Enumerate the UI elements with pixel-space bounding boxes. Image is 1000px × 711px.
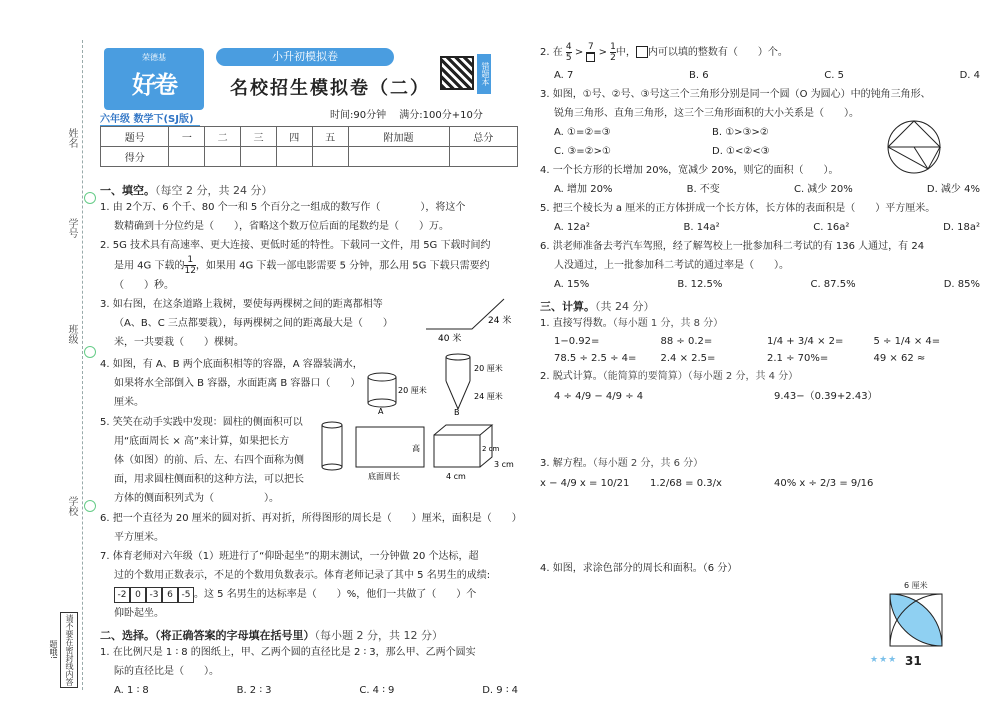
svg-text:20 厘米: 20 厘米 xyxy=(398,386,427,395)
question-text: 4. 如图，求涂色部分的周长和面积。（6 分） xyxy=(540,563,738,574)
svg-text:B: B xyxy=(454,408,460,415)
score-header-cell: 附加题 xyxy=(348,127,449,147)
question-text: 1. 在比例尺是 1 ∶ 8 的图纸上，甲、乙两个圆的直径比是 2 ∶ 3，那么甲、乙两个圆实 xyxy=(100,647,476,658)
svg-text:高: 高 xyxy=(412,444,420,453)
full-score: 满分:100分+10分 xyxy=(399,110,483,121)
question-text: 体（如图）的前、后、左、右四个面称为侧 xyxy=(114,455,304,466)
question-text: 仰卧起坐。 xyxy=(114,608,164,619)
question-text: 3. 如图，①号、②号、③号这三个三角形分别是同一个圆（O 为圆心）中的钝角三角形、 xyxy=(540,89,931,100)
section-title: 二、选择。（将正确答案的字母填在括号里）（每小题 2 分，共 12 分） xyxy=(100,629,443,642)
question-text: 6. 洪老师准备去考汽车驾照，经了解驾校上一批参加科二考试的有 136 人通过，有 24 xyxy=(540,241,925,252)
q5-block xyxy=(100,413,518,509)
wrong-book-tag: 错题本 xyxy=(477,54,491,94)
question-text: -2 0 -3 6 -5 。这 5 名男生的达标率是（ ）%，他们一共做了（ ）个 xyxy=(100,585,518,604)
question-text: 5. 笑笑在动手实践中发现：圆柱的侧面积可以 xyxy=(100,417,303,428)
q4-figure-block xyxy=(540,578,980,648)
q3-block xyxy=(100,295,518,355)
road-figure xyxy=(422,295,512,345)
score-cell: -2 xyxy=(114,587,130,603)
page-number: 31 xyxy=(905,654,922,668)
cylinder-cuboid-figure xyxy=(316,417,516,487)
options-row: A. 15% B. 12.5% C. 87.5% D. 85% xyxy=(554,279,980,290)
ribbon-label: 小升初模拟卷 xyxy=(216,48,394,66)
score-row-label: 得分 xyxy=(101,147,169,167)
options-row: A. 增加 20% B. 不变 C. 减少 20% D. 减少 4% xyxy=(554,184,980,195)
binding-hole-icon xyxy=(84,346,96,358)
svg-text:20 厘米: 20 厘米 xyxy=(474,364,503,373)
section-title: 三、计算。（共 24 分） xyxy=(540,300,655,313)
right-column xyxy=(540,40,980,648)
question-text: 5. 把三个棱长为 a 厘米的正方体拼成一个长方体，长方体的表面积是（ ）平方厘米。 xyxy=(540,203,936,214)
header-banner xyxy=(100,40,518,125)
question-text: 数精确到十分位约是（ ），省略这个数万位后面的尾数约是（ ）万。 xyxy=(114,221,449,232)
page-stars-icon: ★★★ xyxy=(870,655,898,665)
blank-box-icon xyxy=(636,46,648,58)
score-header-cell: 五 xyxy=(312,127,348,147)
score-cell: 6 xyxy=(162,587,178,603)
options-row: A. 7 B. 6 C. 5 D. 4 xyxy=(554,70,980,81)
left-column xyxy=(100,40,522,700)
options-row: A. 1 ∶ 8 B. 2 ∶ 3 C. 4 ∶ 9 D. 9 ∶ 4 xyxy=(114,685,518,696)
shaded-figure xyxy=(886,590,946,650)
question-text: 如果将水全部倒入 B 容器，水面距离 B 容器口（ ） xyxy=(114,378,361,389)
question-text: （ ）秒。 xyxy=(114,280,174,291)
svg-text:24 厘米: 24 厘米 xyxy=(474,392,503,401)
score-cell: -5 xyxy=(178,587,194,603)
question-text: 际的直径比是（ ）。 xyxy=(114,666,219,677)
exam-meta xyxy=(320,106,483,121)
question-text: 平方厘米。 xyxy=(114,532,164,543)
question-text: 1. 由 2个万、6 个千、80 个一和 5 个百分之一组成的数写作（ ），将这个 xyxy=(100,202,466,213)
question-text: 4. 一个长方形的长增加 20%，宽减少 20%，则它的面积（ ）。 xyxy=(540,165,839,176)
question-text: 厘米。 xyxy=(114,397,144,408)
options-row: A. 12a² B. 14a² C. 16a² D. 18a² xyxy=(554,222,980,233)
question-text: 面，用求圆柱侧面积的这种方法，可以把长 xyxy=(114,474,304,485)
name-label: 姓名 xyxy=(66,128,77,148)
section-title: 一、填空。（每空 2 分，共 24 分） xyxy=(100,184,273,197)
road-label: 40 米 xyxy=(438,334,462,344)
question-text: 3. 解方程。（每小题 2 分，共 6 分） xyxy=(540,458,704,469)
score-header-cell: 二 xyxy=(205,127,241,147)
score-cell[interactable] xyxy=(205,147,241,167)
containers-figure xyxy=(360,351,510,415)
binding-hole-icon xyxy=(84,500,96,512)
question-text: 2. 脱式计算。（能简算的要简算）（每小题 2 分，共 4 分） xyxy=(540,371,799,382)
question-text: 过的个数用正数表示，不足的个数用负数表示。体育老师记录了其中 5 名男生的成绩: xyxy=(114,570,491,581)
score-table xyxy=(100,126,518,167)
score-cell[interactable] xyxy=(276,147,312,167)
score-cell: 0 xyxy=(130,587,146,603)
notice-box: 请不要在密封线内答题哦! xyxy=(60,612,78,688)
question-text: 4. 如图，有 A、B 两个底面积相等的容器，A 容器装满水， xyxy=(100,359,363,370)
seal-line xyxy=(82,40,83,690)
question-text: 米，一共要栽（ ）棵树。 xyxy=(114,337,244,348)
question-text: 6. 把一个直径为 20 厘米的圆对折、再对折，所得图形的周长是（ ）厘米，面积是（ ） xyxy=(100,513,522,524)
question-text: 用“底面周长 × 高”来计算，如果把长方 xyxy=(114,436,290,447)
svg-text:2 cm: 2 cm xyxy=(482,445,500,453)
question-text: 方体的侧面积列式为（ ）。 xyxy=(114,493,279,504)
score-cell[interactable] xyxy=(241,147,277,167)
question-text: 1. 直接写得数。（每小题 1 分，共 8 分） xyxy=(540,318,724,329)
question-text: 人没通过，上一批参加科二考试的通过率是（ ）。 xyxy=(554,260,789,271)
logo xyxy=(104,48,204,110)
class-label: 班级 xyxy=(66,324,77,344)
score-header-cell: 四 xyxy=(276,127,312,147)
score-cell[interactable] xyxy=(348,147,449,167)
brand-text: 荣德基 xyxy=(142,53,166,62)
score-cell: -3 xyxy=(146,587,162,603)
equation-row: x − 4/9 x = 10/21 1.2/68 = 0.3/x 40% x ÷ 2/3 = 9/16 xyxy=(540,478,874,489)
figure-label: 6 厘米 xyxy=(904,581,928,590)
circle-triangles-figure xyxy=(884,119,944,175)
score-header-cell: 题号 xyxy=(101,127,169,147)
score-header-cell: 总分 xyxy=(449,127,517,147)
score-cell[interactable] xyxy=(449,147,517,167)
question-text: 3. 如右图，在这条道路上栽树，要使每两棵树之间的距离都相等 xyxy=(100,299,383,310)
expression-row: 4 ÷ 4/9 − 4/9 ÷ 4 9.43−（0.39+2.43） xyxy=(554,391,878,402)
svg-text:A: A xyxy=(378,407,384,415)
time-limit: 时间:90分钟 xyxy=(330,110,387,121)
question-text: 2. 在 $\frac{4}{5}$ > 7 > $\frac{1}{2}$ 中， 内可以填的整数有（ ）个。 xyxy=(540,41,788,63)
score-cell[interactable] xyxy=(312,147,348,167)
score-header-cell: 一 xyxy=(169,127,205,147)
logo-text: 好卷 xyxy=(132,71,176,99)
page-title: 名校招生模拟卷（二） xyxy=(230,78,430,99)
binding-sidebar xyxy=(0,0,98,711)
question-text: 锐角三角形、直角三角形，这三个三角形面积的大小关系是（ ）。 xyxy=(554,108,859,119)
question-text: 是用 4G 下载的 $\frac{1}{12}$ ，如果用 4G 下载一部电影需要 5 分钟，那么用 5G 下载只需要约 xyxy=(114,255,490,276)
road-label: 24 米 xyxy=(488,316,512,326)
school-label: 学校 xyxy=(66,496,77,516)
question-text: （A、B、C 三点都要栽），每两棵树之间的距离最大是（ ） xyxy=(114,318,393,329)
question-text: 7. 体育老师对六年级（1）班进行了“仰卧起坐”的期末测试，一分钟做 20 个达标，超 xyxy=(100,551,479,562)
student-id-label: 学号 xyxy=(66,218,77,238)
svg-text:底面周长: 底面周长 xyxy=(368,472,400,481)
q3-choice-block xyxy=(540,85,980,161)
grade-label: 六年级 数学下(SJ版) xyxy=(100,110,200,127)
score-header-cell: 三 xyxy=(241,127,277,147)
svg-text:3 cm: 3 cm xyxy=(494,460,514,469)
qr-code-icon xyxy=(440,56,474,90)
score-cell[interactable] xyxy=(169,147,205,167)
svg-text:4 cm: 4 cm xyxy=(446,472,466,481)
binding-hole-icon xyxy=(84,192,96,204)
q4-block xyxy=(100,355,518,413)
direct-calc-grid: 1−0.92= 88 ÷ 0.2= 1/4 + 3/4 × 2= 5 ÷ 1/4 × 4= 78.5 ÷ 2.5 ÷ 4= 2.4 × 2.5= 2.1 ÷ 70%= 49 × 62 ≈ xyxy=(554,336,941,364)
options-grid: A. ①=②=③ B. ①>③>② C. ③=②>① D. ①<②<③ xyxy=(554,127,770,157)
question-text: 2. 5G 技术具有高速率、更大连接、更低时延的特性。下载同一文件，用 5G 下载时间约 xyxy=(100,240,491,251)
